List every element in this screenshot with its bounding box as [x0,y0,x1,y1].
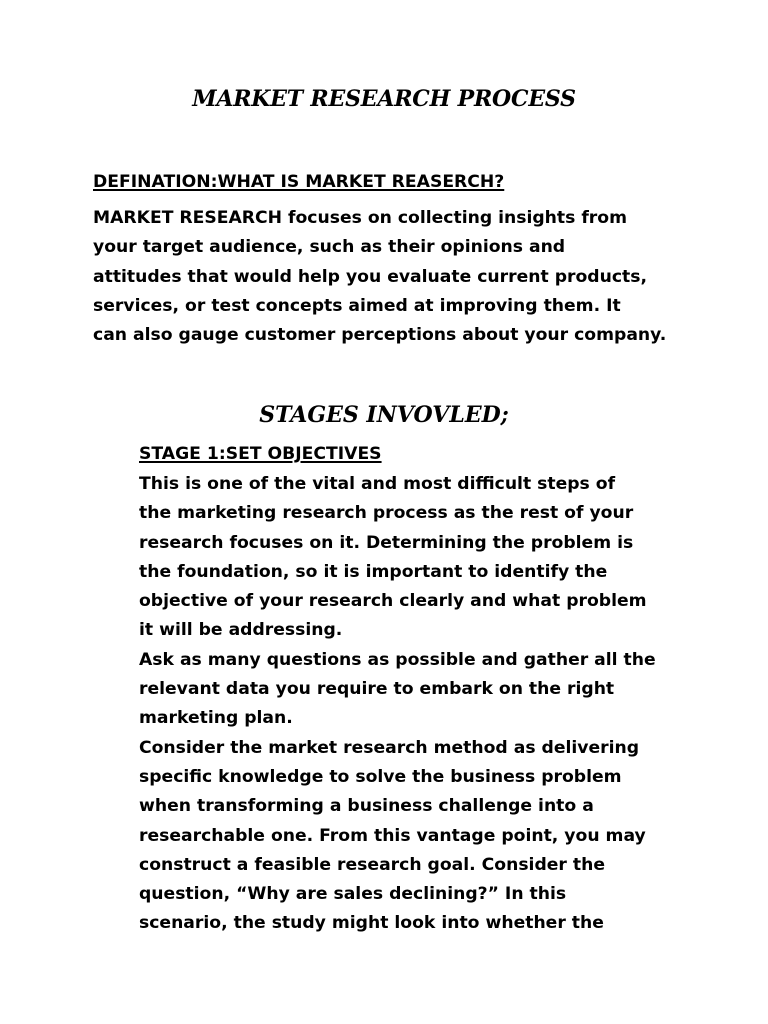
stages-title: STAGES INVOVLED; [259,402,509,428]
text-line: can also gauge customer perceptions about your company. [93,325,667,346]
text-line: research focuses on it. Determining the problem is [139,532,634,553]
document-title: MARKET RESEARCH PROCESS [192,86,576,112]
definition-heading: DEFINATION:WHAT IS MARKET REASERCH? [93,172,505,192]
text-line: scenario, the study might look into whether the [139,913,604,934]
text-line: it will be addressing. [139,620,343,641]
stage-1-paragraph [139,470,739,939]
text-line: construct a feasible research goal. Consider the [139,854,605,875]
stage-1-heading: STAGE 1:SET OBJECTIVES [139,444,382,464]
text-line: when transforming a business challenge into a [139,796,594,817]
text-line: the foundation, so it is important to identify the [139,561,608,582]
text-line: relevant data you require to embark on the right [139,679,615,700]
text-line: services, or test concepts aimed at improving them. It [93,295,621,316]
text-line: question, “Why are sales declining?” In this [139,884,567,905]
text-line: researchable one. From this vantage point, you may [139,825,646,846]
text-line: MARKET RESEARCH focuses on collecting insights from [93,208,628,228]
text-line: the marketing research process as the rest of your [139,503,634,524]
definition-paragraph [93,204,733,350]
text-line: marketing plan. [139,708,293,729]
text-line: Ask as many questions as possible and gather all the [139,649,656,670]
text-line: specific knowledge to solve the business problem [139,766,622,787]
text-line: your target audience, such as their opinions and [93,237,566,258]
text-line: attitudes that would help you evaluate current products, [93,266,648,287]
text-line: objective of your research clearly and what problem [139,591,647,612]
text-line: This is one of the vital and most difficult steps of [139,474,616,494]
text-line: Consider the market research method as delivering [139,737,640,758]
